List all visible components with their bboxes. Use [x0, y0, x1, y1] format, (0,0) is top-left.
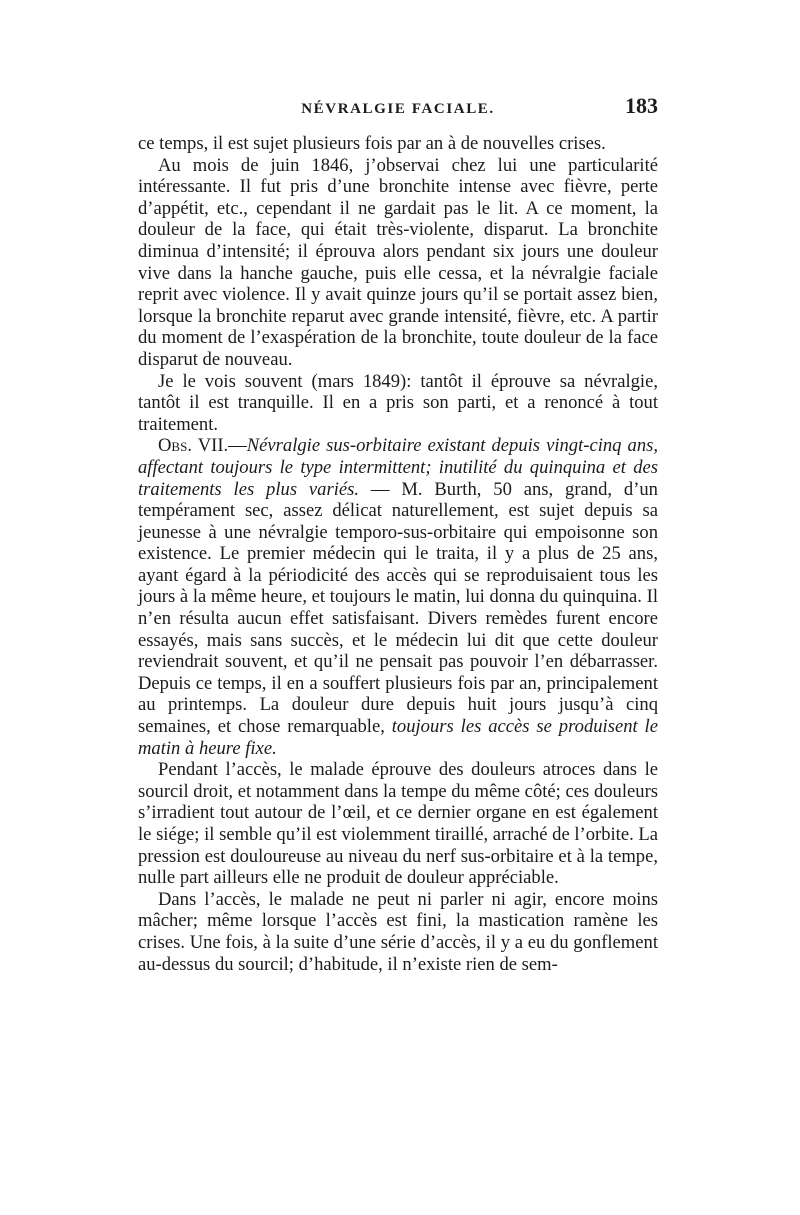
observation-text: — M. Burth, 50 ans, grand, d’un tempérament sec, assez délicat naturellement, est sujet depuis sa jeunesse à une névralgie temporo-sus-orbitaire qui empoisonne son existence. Le premier médecin qui le traita, il y a plus de 25 ans, ayant égard à la périodicité des accès qui se reproduisaient tous les jours à la même heure, et toujours le matin, lui donna du quinquina. Il n’en résulta aucun effet satisfaisant. Divers remèdes furent encore essayés, mais sans succès, et le médecin lui dit que cette douleur reviendrait souvent, et qu’il ne pensait pas pouvoir l’en débarrasser. Depuis ce temps, il en a souffert plusieurs fois par an, principalement au printemps. La douleur dure depuis huit jours jusqu’à cinq semaines, et chose remarquable, [138, 478, 658, 738]
paragraph-bronchitis: Au mois de juin 1846, j’observai chez lui une particularité intéressante. Il fut pris d’une bronchite intense avec fièvre, perte d’appétit, etc., cependant il ne gardait pas le lit. A ce moment, la douleur de la face, qui était très-violente, disparut. La bronchite diminua d’intensité; il éprouva alors pendant six jours une douleur vive dans la hanche gauche, puis elle cessa, et la névralgie faciale reprit avec violence. Il y avait quinze jours qu’il se portait assez bien, lorsque la bronchite reparut avec grande intensité, fièvre, etc. A partir du moment de l’exaspération de la bronchite, toute douleur de la face disparut de nouveau. [138, 154, 658, 370]
paragraph-current-state: Je le vois souvent (mars 1849): tantôt il éprouve sa névralgie, tantôt il est tranquille. Il en a pris son parti, et a renoncé à tout traitement. [138, 370, 658, 435]
body-text [138, 133, 658, 975]
page-header [138, 93, 658, 123]
observation-title: Névralgie sus-orbitaire existant depuis vingt-cinq ans, affectant toujours le type intermittent; inutilité du quinquina et des traitements les plus variés. [138, 435, 659, 500]
observation-vii [138, 435, 658, 759]
observation-italic-conclusion: toujours les accès se produisent le matin à heure fixe. [138, 716, 658, 759]
page-number: 183 [625, 93, 658, 118]
observation-label: Obs. VII. [158, 435, 229, 457]
paragraph-continuation: ce temps, il est sujet plusieurs fois par an à de nouvelles crises. [138, 133, 606, 154]
paragraph-attack-effects: Dans l’accès, le malade ne peut ni parler ni agir, encore moins mâcher; même lorsque l’accès est fini, la mastication ramène les crises. Une fois, à la suite d’une série d’accès, il y a eu du gonflement au-dessus du sourcil; d’habitude, il n’existe rien de sem- [138, 888, 658, 975]
running-title: NÉVRALGIE FACIALE. [301, 101, 495, 117]
observation-dash: — [228, 435, 247, 457]
paragraph-attack-description: Pendant l’accès, le malade éprouve des douleurs atroces dans le sourcil droit, et notamment dans la tempe du même côté; ces douleurs s’irradient tout autour de l’œil, et ce dernier organe en est également le siége; il semble qu’il est violemment tiraillé, arraché de l’orbite. La pression est douloureuse au niveau du nerf sus-orbitaire et à la tempe, nulle part ailleurs elle ne produit de douleur appréciable. [138, 759, 658, 889]
